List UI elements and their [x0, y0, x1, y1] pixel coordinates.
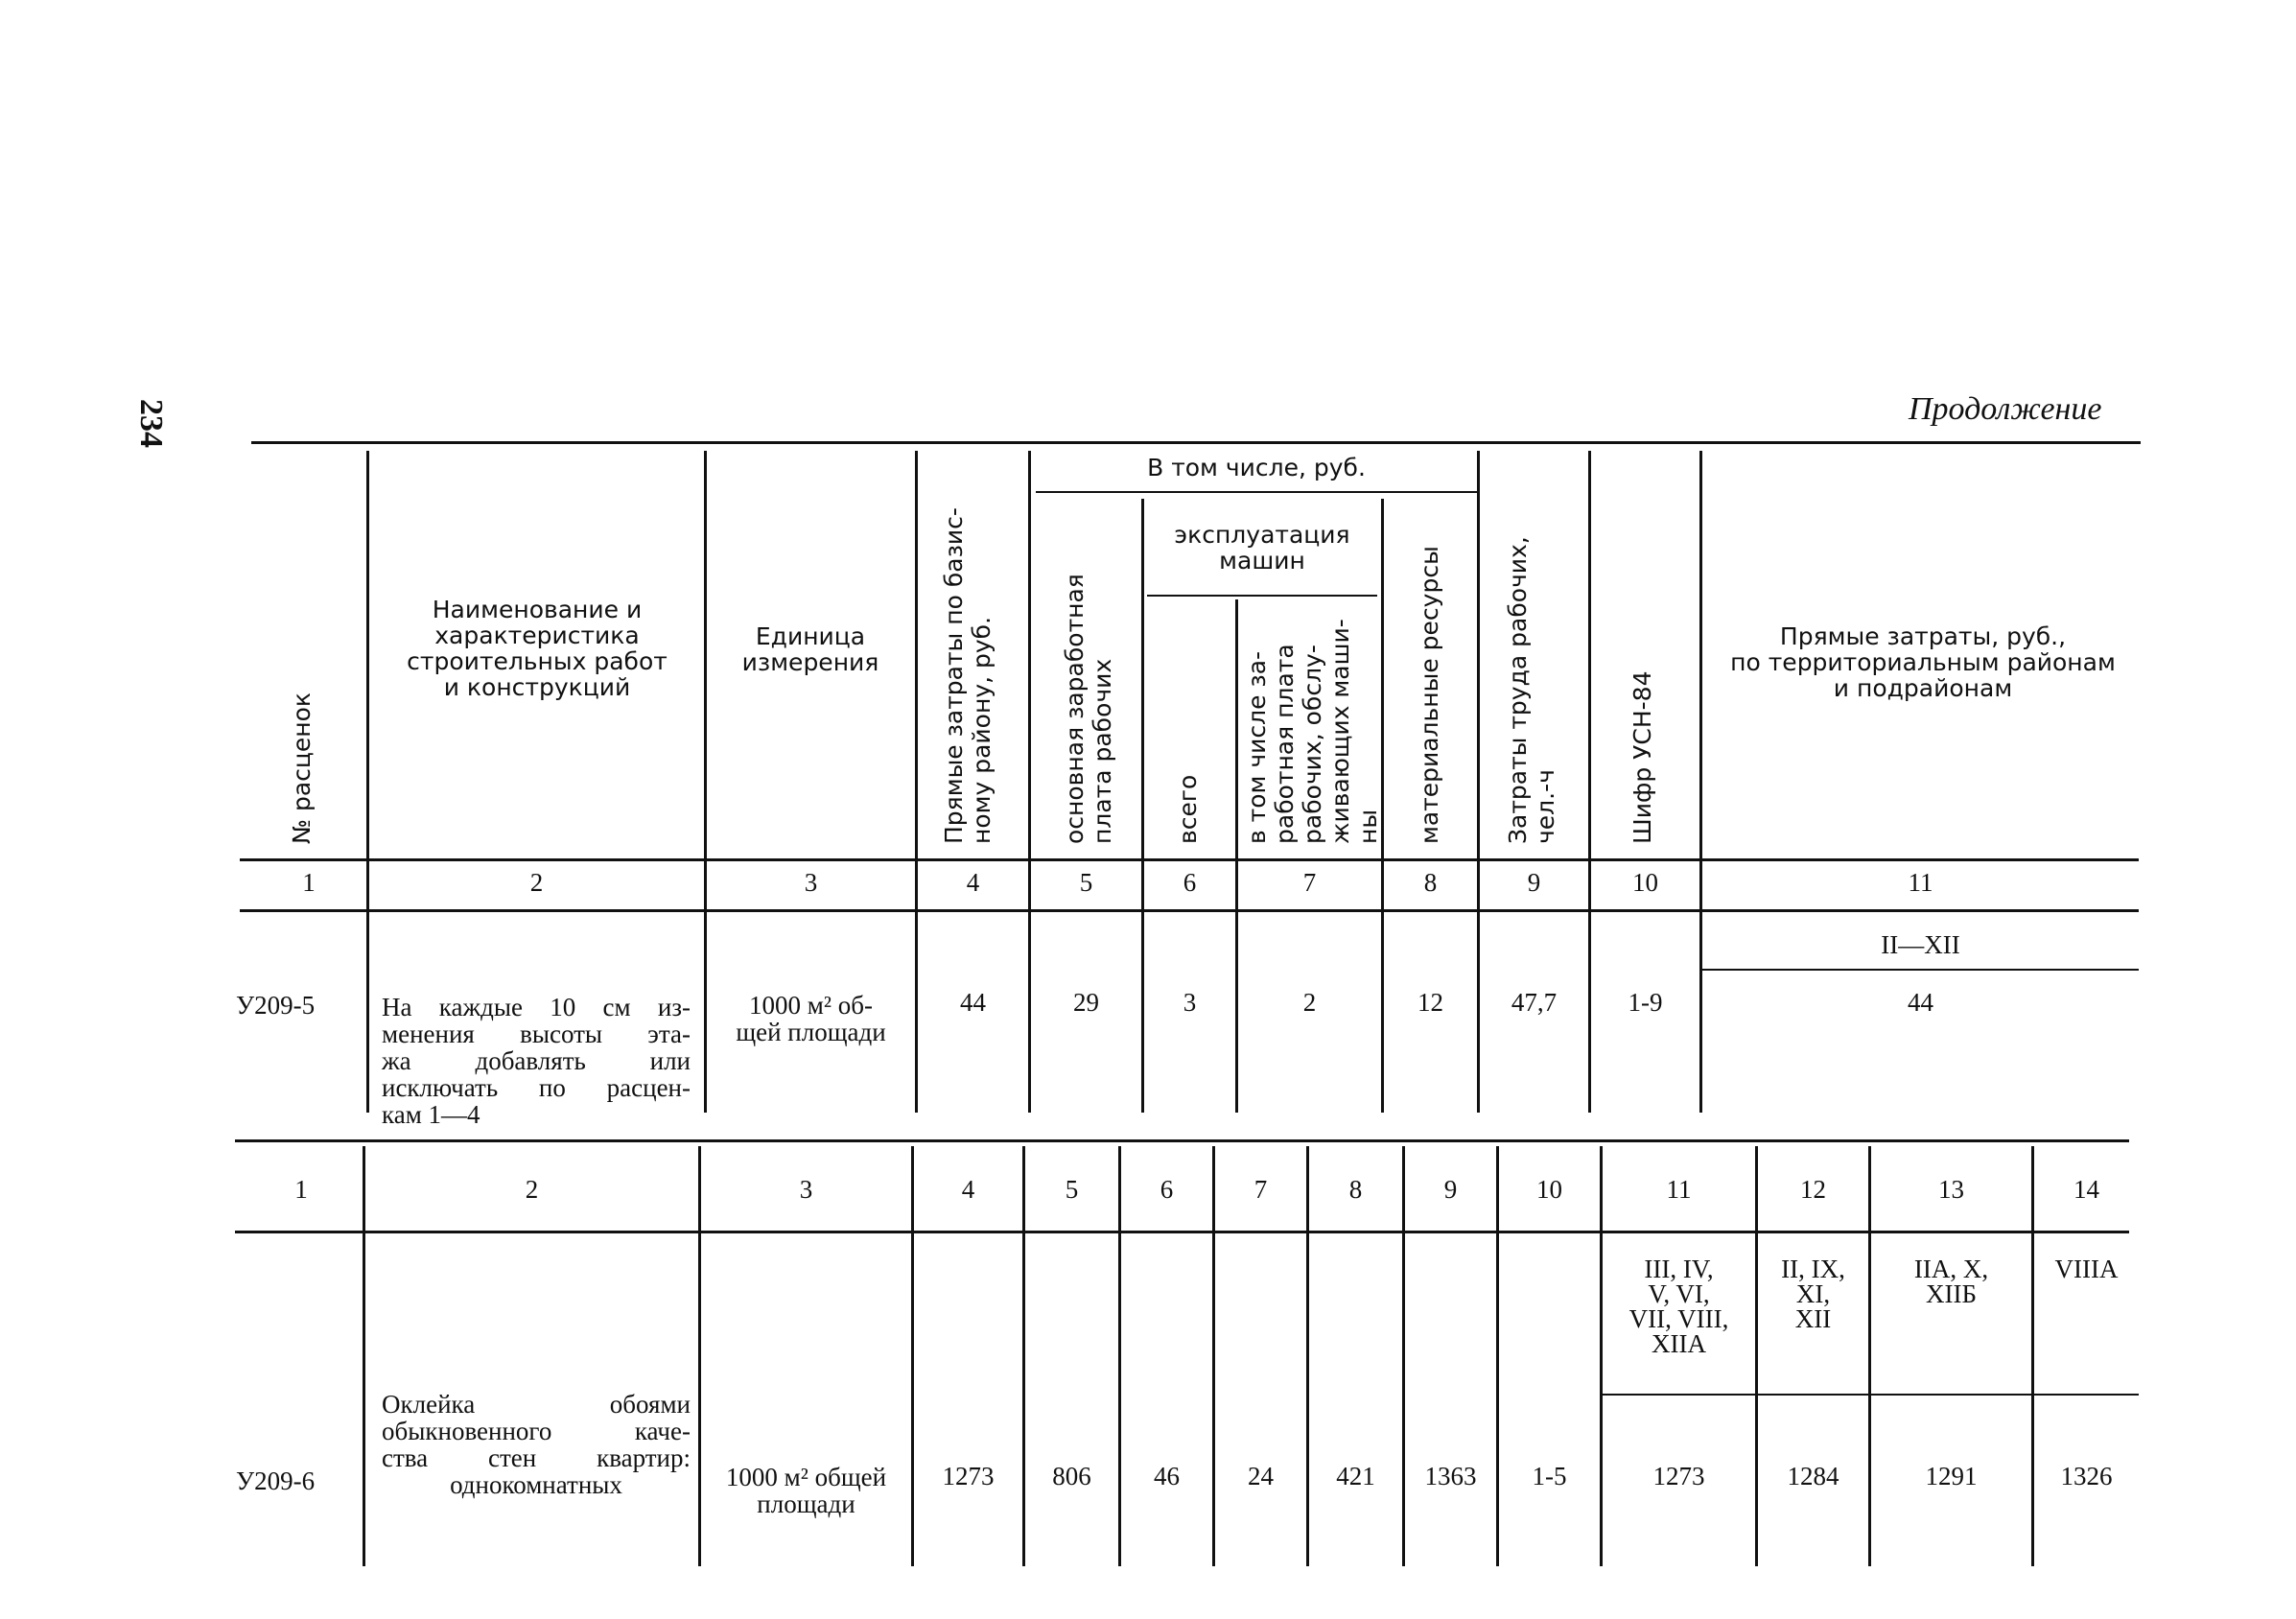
row2-region-label-1: III, IV, V, VI, VII, VIII, XIIA [1628, 1255, 1729, 1358]
row2-labor: 1363 [1424, 1462, 1477, 1490]
page-number: 234 [133, 399, 169, 448]
header-col6: всего [1174, 774, 1202, 844]
row1-cipher: 1-9 [1628, 988, 1663, 1017]
row1-unit: 1000 м² об- щей площади [736, 991, 886, 1046]
row2-region-label-2: II, IX, XI, XII [1781, 1255, 1845, 1333]
row2-wage: 806 [1052, 1462, 1091, 1490]
continuation-label: Продолжение [1909, 391, 2102, 427]
row2-name: Оклейка обоями обыкновенного каче- ства стен квартир: однокомнатных [382, 1390, 691, 1499]
row1-labor: 47,7 [1511, 988, 1558, 1017]
row1-base-cost: 44 [960, 988, 986, 1017]
row1-region-value: 44 [1908, 988, 1933, 1017]
header-col11: Прямые затраты, руб., по территориальным районам и подрайонам [1730, 622, 2116, 702]
header-col1: № расценок [288, 692, 316, 844]
row1-wage: 29 [1073, 988, 1099, 1017]
header-group-incl: В том числе, руб. [1147, 454, 1366, 481]
header-col9: Затраты труда рабочих, чел.-ч [1504, 536, 1559, 844]
row1-materials: 12 [1417, 988, 1443, 1017]
row1-region-label: II—XII [1881, 930, 1960, 959]
row1-name: На каждые 10 см из- менения высоты эта- жа добавлять или исключать по расцен- кам 1—4 [382, 993, 691, 1129]
row2-machines-wage: 24 [1248, 1462, 1274, 1490]
row1-code: У209-5 [236, 991, 316, 1020]
header-col5: основная заработная плата рабочих [1061, 574, 1116, 844]
row2-region-label-3: IIA, X, XIIБ [1913, 1255, 1989, 1308]
header-col8: материальные ресурсы [1416, 546, 1443, 844]
row1-machines-total: 3 [1183, 988, 1197, 1017]
row2-region-value-2: 1284 [1787, 1462, 1839, 1490]
row2-region-value-3: 1291 [1925, 1462, 1978, 1490]
header-col4: Прямые затраты по базис- ному району, руб. [940, 507, 996, 844]
row2-materials: 421 [1336, 1462, 1375, 1490]
row2-machines-total: 46 [1154, 1462, 1180, 1490]
header-group-machines: эксплуатация машин [1174, 521, 1350, 575]
header-col7: в том числе за- работная плата рабочих, обслу- живающих маши- ны [1243, 619, 1382, 844]
row2-unit: 1000 м² общей площади [725, 1463, 887, 1518]
row2-region-value-1: 1273 [1652, 1462, 1705, 1490]
row2-cipher: 1-5 [1532, 1462, 1567, 1490]
header-col10: Шифр УСН-84 [1628, 670, 1656, 844]
row2-code: У209-6 [236, 1466, 316, 1495]
header-col2: Наименование и характеристика строительных работ и конструкций [407, 596, 668, 701]
row1-machines-wage: 2 [1302, 988, 1317, 1017]
header-col3: Единица измерения [741, 622, 879, 676]
row2-region-value-4: 1326 [2060, 1462, 2113, 1490]
row2-region-label-4: VIIIA [2054, 1255, 2119, 1283]
row2-base-cost: 1273 [942, 1462, 995, 1490]
